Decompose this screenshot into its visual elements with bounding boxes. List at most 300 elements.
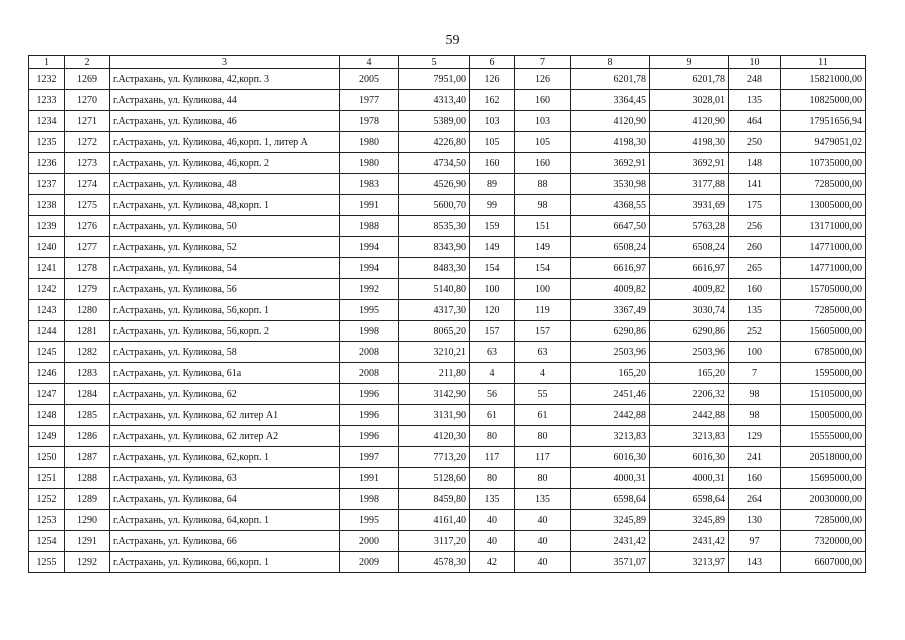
cell-residents-count: 135 [729,90,781,111]
cell-apartments-private: 160 [515,90,571,111]
cell-build-year: 1995 [340,300,399,321]
cell-build-year: 1997 [340,447,399,468]
cell-cost: 10825000,00 [781,90,866,111]
cell-row-number: 1254 [29,531,65,552]
cell-apartments-count: 56 [470,384,515,405]
cell-build-year: 1996 [340,426,399,447]
cell-cost: 13005000,00 [781,195,866,216]
cell-row-number: 1232 [29,69,65,90]
cell-total-area: 8065,20 [399,321,470,342]
cell-residents-count: 141 [729,174,781,195]
cell-residents-count: 143 [729,552,781,573]
cell-residents-count: 98 [729,384,781,405]
cell-address: г.Астрахань, ул. Куликова, 62,корп. 1 [110,447,340,468]
cell-living-area: 4120,90 [571,111,650,132]
cell-apartments-private: 154 [515,258,571,279]
cell-row-number: 1242 [29,279,65,300]
cell-apartments-private: 61 [515,405,571,426]
cell-residents-count: 256 [729,216,781,237]
cell-apartments-count: 135 [470,489,515,510]
cell-apartments-private: 4 [515,363,571,384]
cell-address: г.Астрахань, ул. Куликова, 46,корп. 2 [110,153,340,174]
cell-address: г.Астрахань, ул. Куликова, 46 [110,111,340,132]
cell-living-area-private: 3177,88 [650,174,729,195]
cell-build-year: 1998 [340,489,399,510]
cell-row-number: 1255 [29,552,65,573]
cell-living-area-private: 3931,69 [650,195,729,216]
cell-living-area-private: 3245,89 [650,510,729,531]
cell-apartments-count: 99 [470,195,515,216]
cell-cost: 9479051,02 [781,132,866,153]
cell-living-area: 3213,83 [571,426,650,447]
cell-object-id: 1280 [65,300,110,321]
cell-living-area-private: 2206,32 [650,384,729,405]
cell-apartments-count: 61 [470,405,515,426]
cell-total-area: 5389,00 [399,111,470,132]
cell-build-year: 2009 [340,552,399,573]
cell-apartments-count: 42 [470,552,515,573]
cell-apartments-private: 98 [515,195,571,216]
cell-total-area: 8483,30 [399,258,470,279]
table-row [29,216,866,237]
cell-residents-count: 100 [729,342,781,363]
cell-object-id: 1269 [65,69,110,90]
cell-apartments-private: 149 [515,237,571,258]
cell-apartments-count: 89 [470,174,515,195]
cell-object-id: 1274 [65,174,110,195]
cell-residents-count: 265 [729,258,781,279]
cell-living-area-private: 165,20 [650,363,729,384]
table-row [29,279,866,300]
cell-living-area-private: 6598,64 [650,489,729,510]
cell-object-id: 1282 [65,342,110,363]
cell-apartments-private: 40 [515,531,571,552]
cell-living-area-private: 6616,97 [650,258,729,279]
cell-address: г.Астрахань, ул. Куликова, 42,корп. 3 [110,69,340,90]
cell-living-area: 3367,49 [571,300,650,321]
cell-address: г.Астрахань, ул. Куликова, 61а [110,363,340,384]
cell-row-number: 1241 [29,258,65,279]
cell-residents-count: 7 [729,363,781,384]
table-row [29,384,866,405]
cell-cost: 15605000,00 [781,321,866,342]
column-header-9: 9 [650,56,729,69]
cell-cost: 1595000,00 [781,363,866,384]
cell-address: г.Астрахань, ул. Куликова, 62 литер А2 [110,426,340,447]
table-row [29,90,866,111]
cell-object-id: 1290 [65,510,110,531]
cell-cost: 7285000,00 [781,510,866,531]
cell-row-number: 1249 [29,426,65,447]
cell-cost: 20030000,00 [781,489,866,510]
cell-residents-count: 252 [729,321,781,342]
cell-address: г.Астрахань, ул. Куликова, 58 [110,342,340,363]
cell-residents-count: 160 [729,468,781,489]
cell-cost: 15105000,00 [781,384,866,405]
cell-living-area-private: 2431,42 [650,531,729,552]
table-body [29,69,866,573]
cell-living-area-private: 6290,86 [650,321,729,342]
header-row [29,56,866,69]
table-row [29,258,866,279]
column-header-1: 1 [29,56,65,69]
cell-apartments-count: 103 [470,111,515,132]
cell-build-year: 2005 [340,69,399,90]
cell-living-area-private: 4000,31 [650,468,729,489]
column-header-6: 6 [470,56,515,69]
table-row [29,111,866,132]
cell-total-area: 8459,80 [399,489,470,510]
cell-address: г.Астрахань, ул. Куликова, 56 [110,279,340,300]
cell-apartments-count: 159 [470,216,515,237]
cell-cost: 7285000,00 [781,174,866,195]
cell-address: г.Астрахань, ул. Куликова, 66,корп. 1 [110,552,340,573]
cell-total-area: 5128,60 [399,468,470,489]
cell-build-year: 1992 [340,279,399,300]
cell-living-area: 2442,88 [571,405,650,426]
cell-object-id: 1289 [65,489,110,510]
cell-object-id: 1283 [65,363,110,384]
cell-apartments-count: 63 [470,342,515,363]
column-header-10: 10 [729,56,781,69]
table-row [29,363,866,384]
cell-row-number: 1244 [29,321,65,342]
cell-apartments-private: 126 [515,69,571,90]
cell-apartments-count: 80 [470,468,515,489]
cell-residents-count: 175 [729,195,781,216]
cell-address: г.Астрахань, ул. Куликова, 46,корп. 1, литер А [110,132,340,153]
cell-apartments-private: 151 [515,216,571,237]
cell-total-area: 4120,30 [399,426,470,447]
cell-total-area: 5140,80 [399,279,470,300]
cell-row-number: 1246 [29,363,65,384]
cell-apartments-private: 80 [515,426,571,447]
cell-build-year: 1994 [340,258,399,279]
cell-living-area: 6647,50 [571,216,650,237]
cell-apartments-private: 55 [515,384,571,405]
cell-residents-count: 260 [729,237,781,258]
cell-build-year: 1988 [340,216,399,237]
cell-row-number: 1235 [29,132,65,153]
cell-cost: 15555000,00 [781,426,866,447]
table-row [29,174,866,195]
cell-row-number: 1233 [29,90,65,111]
cell-residents-count: 241 [729,447,781,468]
table-row [29,300,866,321]
cell-address: г.Астрахань, ул. Куликова, 62 литер А1 [110,405,340,426]
cell-apartments-count: 117 [470,447,515,468]
cell-residents-count: 464 [729,111,781,132]
cell-apartments-private: 40 [515,510,571,531]
cell-living-area-private: 4120,90 [650,111,729,132]
column-header-5: 5 [399,56,470,69]
cell-object-id: 1285 [65,405,110,426]
cell-living-area: 3571,07 [571,552,650,573]
cell-total-area: 4526,90 [399,174,470,195]
cell-apartments-private: 135 [515,489,571,510]
cell-build-year: 1995 [340,510,399,531]
cell-total-area: 8535,30 [399,216,470,237]
cell-object-id: 1272 [65,132,110,153]
cell-cost: 15695000,00 [781,468,866,489]
cell-apartments-count: 4 [470,363,515,384]
table-row [29,531,866,552]
cell-total-area: 4578,30 [399,552,470,573]
cell-living-area-private: 6201,78 [650,69,729,90]
cell-apartments-private: 119 [515,300,571,321]
cell-residents-count: 264 [729,489,781,510]
cell-total-area: 4317,30 [399,300,470,321]
cell-build-year: 2000 [340,531,399,552]
cell-row-number: 1253 [29,510,65,531]
cell-build-year: 1994 [340,237,399,258]
cell-object-id: 1291 [65,531,110,552]
cell-living-area: 6616,97 [571,258,650,279]
cell-address: г.Астрахань, ул. Куликова, 48,корп. 1 [110,195,340,216]
cell-cost: 10735000,00 [781,153,866,174]
cell-apartments-private: 88 [515,174,571,195]
cell-living-area: 2503,96 [571,342,650,363]
cell-row-number: 1238 [29,195,65,216]
cell-residents-count: 250 [729,132,781,153]
cell-build-year: 1991 [340,468,399,489]
cell-object-id: 1275 [65,195,110,216]
cell-build-year: 1996 [340,384,399,405]
table-row [29,552,866,573]
cell-row-number: 1236 [29,153,65,174]
cell-living-area-private: 6508,24 [650,237,729,258]
cell-build-year: 1991 [340,195,399,216]
cell-build-year: 1977 [340,90,399,111]
cell-apartments-private: 80 [515,468,571,489]
cell-living-area-private: 3030,74 [650,300,729,321]
cell-row-number: 1247 [29,384,65,405]
cell-living-area: 2431,42 [571,531,650,552]
cell-apartments-count: 40 [470,531,515,552]
cell-residents-count: 130 [729,510,781,531]
cell-object-id: 1286 [65,426,110,447]
table-row [29,510,866,531]
cell-living-area: 4198,30 [571,132,650,153]
table-row [29,426,866,447]
cell-address: г.Астрахань, ул. Куликова, 66 [110,531,340,552]
table-row [29,195,866,216]
cell-object-id: 1276 [65,216,110,237]
cell-object-id: 1288 [65,468,110,489]
cell-apartments-private: 103 [515,111,571,132]
cell-living-area: 3245,89 [571,510,650,531]
cell-build-year: 1983 [340,174,399,195]
cell-living-area: 3530,98 [571,174,650,195]
cell-total-area: 4734,50 [399,153,470,174]
column-header-8: 8 [571,56,650,69]
cell-living-area: 6508,24 [571,237,650,258]
cell-address: г.Астрахань, ул. Куликова, 44 [110,90,340,111]
cell-address: г.Астрахань, ул. Куликова, 56,корп. 1 [110,300,340,321]
cell-living-area: 6290,86 [571,321,650,342]
cell-total-area: 211,80 [399,363,470,384]
cell-row-number: 1239 [29,216,65,237]
cell-build-year: 2008 [340,363,399,384]
cell-living-area-private: 3213,83 [650,426,729,447]
cell-address: г.Астрахань, ул. Куликова, 56,корп. 2 [110,321,340,342]
cell-residents-count: 160 [729,279,781,300]
cell-living-area: 4009,82 [571,279,650,300]
cell-residents-count: 98 [729,405,781,426]
cell-living-area: 3692,91 [571,153,650,174]
cell-apartments-count: 105 [470,132,515,153]
cell-living-area-private: 3692,91 [650,153,729,174]
cell-living-area-private: 3028,01 [650,90,729,111]
cell-living-area-private: 5763,28 [650,216,729,237]
cell-apartments-private: 100 [515,279,571,300]
column-header-3: 3 [110,56,340,69]
cell-address: г.Астрахань, ул. Куликова, 62 [110,384,340,405]
cell-cost: 6607000,00 [781,552,866,573]
cell-living-area-private: 2503,96 [650,342,729,363]
cell-object-id: 1279 [65,279,110,300]
cell-row-number: 1248 [29,405,65,426]
cell-living-area: 165,20 [571,363,650,384]
cell-apartments-count: 154 [470,258,515,279]
cell-total-area: 3117,20 [399,531,470,552]
cell-living-area: 6598,64 [571,489,650,510]
cell-apartments-count: 126 [470,69,515,90]
cell-apartments-count: 162 [470,90,515,111]
cell-apartments-private: 63 [515,342,571,363]
cell-row-number: 1252 [29,489,65,510]
cell-total-area: 4313,40 [399,90,470,111]
column-header-7: 7 [515,56,571,69]
cell-object-id: 1271 [65,111,110,132]
cell-total-area: 7951,00 [399,69,470,90]
cell-address: г.Астрахань, ул. Куликова, 50 [110,216,340,237]
cell-living-area-private: 2442,88 [650,405,729,426]
cell-object-id: 1281 [65,321,110,342]
cell-living-area-private: 3213,97 [650,552,729,573]
cell-living-area: 4000,31 [571,468,650,489]
cell-apartments-private: 157 [515,321,571,342]
cell-living-area: 6016,30 [571,447,650,468]
cell-living-area: 6201,78 [571,69,650,90]
cell-residents-count: 129 [729,426,781,447]
cell-total-area: 4161,40 [399,510,470,531]
table-row [29,237,866,258]
cell-build-year: 1980 [340,153,399,174]
cell-build-year: 1978 [340,111,399,132]
cell-cost: 7285000,00 [781,300,866,321]
cell-object-id: 1284 [65,384,110,405]
cell-total-area: 4226,80 [399,132,470,153]
cell-row-number: 1245 [29,342,65,363]
cell-total-area: 3131,90 [399,405,470,426]
cell-object-id: 1273 [65,153,110,174]
cell-apartments-count: 100 [470,279,515,300]
cell-build-year: 2008 [340,342,399,363]
cell-row-number: 1234 [29,111,65,132]
cell-apartments-count: 120 [470,300,515,321]
page-number: 59 [445,33,460,48]
cell-address: г.Астрахань, ул. Куликова, 63 [110,468,340,489]
cell-apartments-count: 160 [470,153,515,174]
housing-register-table [28,55,866,573]
table-row [29,69,866,90]
cell-apartments-count: 40 [470,510,515,531]
cell-residents-count: 148 [729,153,781,174]
cell-object-id: 1287 [65,447,110,468]
cell-apartments-private: 117 [515,447,571,468]
cell-cost: 15005000,00 [781,405,866,426]
cell-residents-count: 248 [729,69,781,90]
cell-cost: 17951656,94 [781,111,866,132]
cell-build-year: 1998 [340,321,399,342]
cell-apartments-count: 80 [470,426,515,447]
cell-apartments-count: 149 [470,237,515,258]
cell-address: г.Астрахань, ул. Куликова, 54 [110,258,340,279]
cell-build-year: 1996 [340,405,399,426]
cell-row-number: 1243 [29,300,65,321]
cell-cost: 6785000,00 [781,342,866,363]
cell-build-year: 1980 [340,132,399,153]
cell-total-area: 5600,70 [399,195,470,216]
cell-residents-count: 135 [729,300,781,321]
cell-total-area: 7713,20 [399,447,470,468]
cell-living-area: 4368,55 [571,195,650,216]
cell-row-number: 1250 [29,447,65,468]
cell-row-number: 1237 [29,174,65,195]
cell-cost: 15705000,00 [781,279,866,300]
cell-address: г.Астрахань, ул. Куликова, 64,корп. 1 [110,510,340,531]
cell-living-area-private: 6016,30 [650,447,729,468]
cell-total-area: 3210,21 [399,342,470,363]
cell-living-area: 2451,46 [571,384,650,405]
cell-apartments-count: 157 [470,321,515,342]
column-header-4: 4 [340,56,399,69]
table-row [29,447,866,468]
cell-object-id: 1277 [65,237,110,258]
cell-apartments-private: 105 [515,132,571,153]
cell-cost: 13171000,00 [781,216,866,237]
cell-row-number: 1251 [29,468,65,489]
cell-total-area: 3142,90 [399,384,470,405]
table-row [29,132,866,153]
table-row [29,321,866,342]
cell-apartments-private: 40 [515,552,571,573]
table-row [29,153,866,174]
cell-apartments-private: 160 [515,153,571,174]
cell-cost: 7320000,00 [781,531,866,552]
cell-object-id: 1292 [65,552,110,573]
cell-residents-count: 97 [729,531,781,552]
cell-cost: 15821000,00 [781,69,866,90]
cell-cost: 14771000,00 [781,237,866,258]
cell-cost: 20518000,00 [781,447,866,468]
column-header-2: 2 [65,56,110,69]
cell-total-area: 8343,90 [399,237,470,258]
cell-address: г.Астрахань, ул. Куликова, 52 [110,237,340,258]
cell-living-area: 3364,45 [571,90,650,111]
table-row [29,468,866,489]
cell-row-number: 1240 [29,237,65,258]
column-header-11: 11 [781,56,866,69]
table-row [29,342,866,363]
cell-address: г.Астрахань, ул. Куликова, 48 [110,174,340,195]
table-row [29,405,866,426]
cell-object-id: 1278 [65,258,110,279]
cell-living-area-private: 4198,30 [650,132,729,153]
cell-object-id: 1270 [65,90,110,111]
cell-living-area-private: 4009,82 [650,279,729,300]
